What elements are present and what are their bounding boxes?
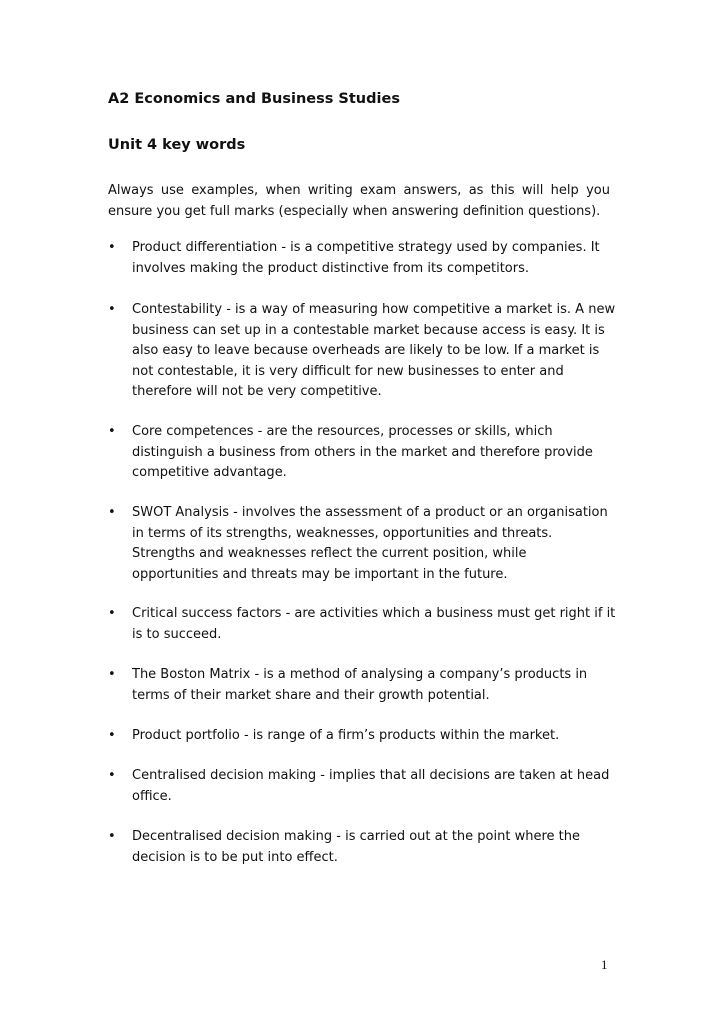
bullet-icon: • xyxy=(108,505,116,520)
bullet-icon: • xyxy=(108,728,116,743)
bullet-icon: • xyxy=(108,240,116,255)
intro-paragraph: Always use examples, when writing exam answers, as this will help you ensure you get full marks (especially when answering definition questions). xyxy=(108,183,610,219)
bullet-icon: • xyxy=(108,302,116,317)
document-title: A2 Economics and Business Studies xyxy=(108,91,400,107)
unit-heading: Unit 4 key words xyxy=(108,137,246,153)
bullet-icon: • xyxy=(108,829,116,844)
key-word-definition: SWOT Analysis - involves the assessment of a product or an organisation in terms of its strengths, weaknesses, opportunities and threats. Strengths and weaknesses reflect the current position, while opportunities and threats may be important in the future. xyxy=(132,505,608,582)
key-word-definition: Product differentiation - is a competitive strategy used by companies. It involves making the product distinctive from its competitors. xyxy=(132,240,600,276)
bullet-icon: • xyxy=(108,667,116,682)
page-number: 1 xyxy=(601,957,608,972)
bullet-icon: • xyxy=(108,768,116,783)
key-word-definition: Contestability - is a way of measuring how competitive a market is. A new business can set up in a contestable market because access is easy. It is also easy to leave because overheads are likely to be low. If a market is not contestable, it is very difficult for new businesses to enter and therefore will not be very competitive. xyxy=(132,302,616,399)
key-word-definition: Decentralised decision making - is carried out at the point where the decision is to be put into effect. xyxy=(132,829,580,865)
key-word-definition: Product portfolio - is range of a firm’s products within the market. xyxy=(132,728,560,743)
key-word-definition: The Boston Matrix - is a method of analysing a company’s products in terms of their market share and their growth potential. xyxy=(132,667,588,703)
bullet-icon: • xyxy=(108,606,116,621)
key-word-definition: Core competences - are the resources, processes or skills, which distinguish a business from others in the market and therefore provide competitive advantage. xyxy=(132,424,593,480)
key-word-definition: Centralised decision making - implies that all decisions are taken at head office. xyxy=(132,768,610,804)
key-word-definition: Critical success factors - are activities which a business must get right if it is to succeed. xyxy=(132,606,616,642)
bullet-icon: • xyxy=(108,424,116,439)
